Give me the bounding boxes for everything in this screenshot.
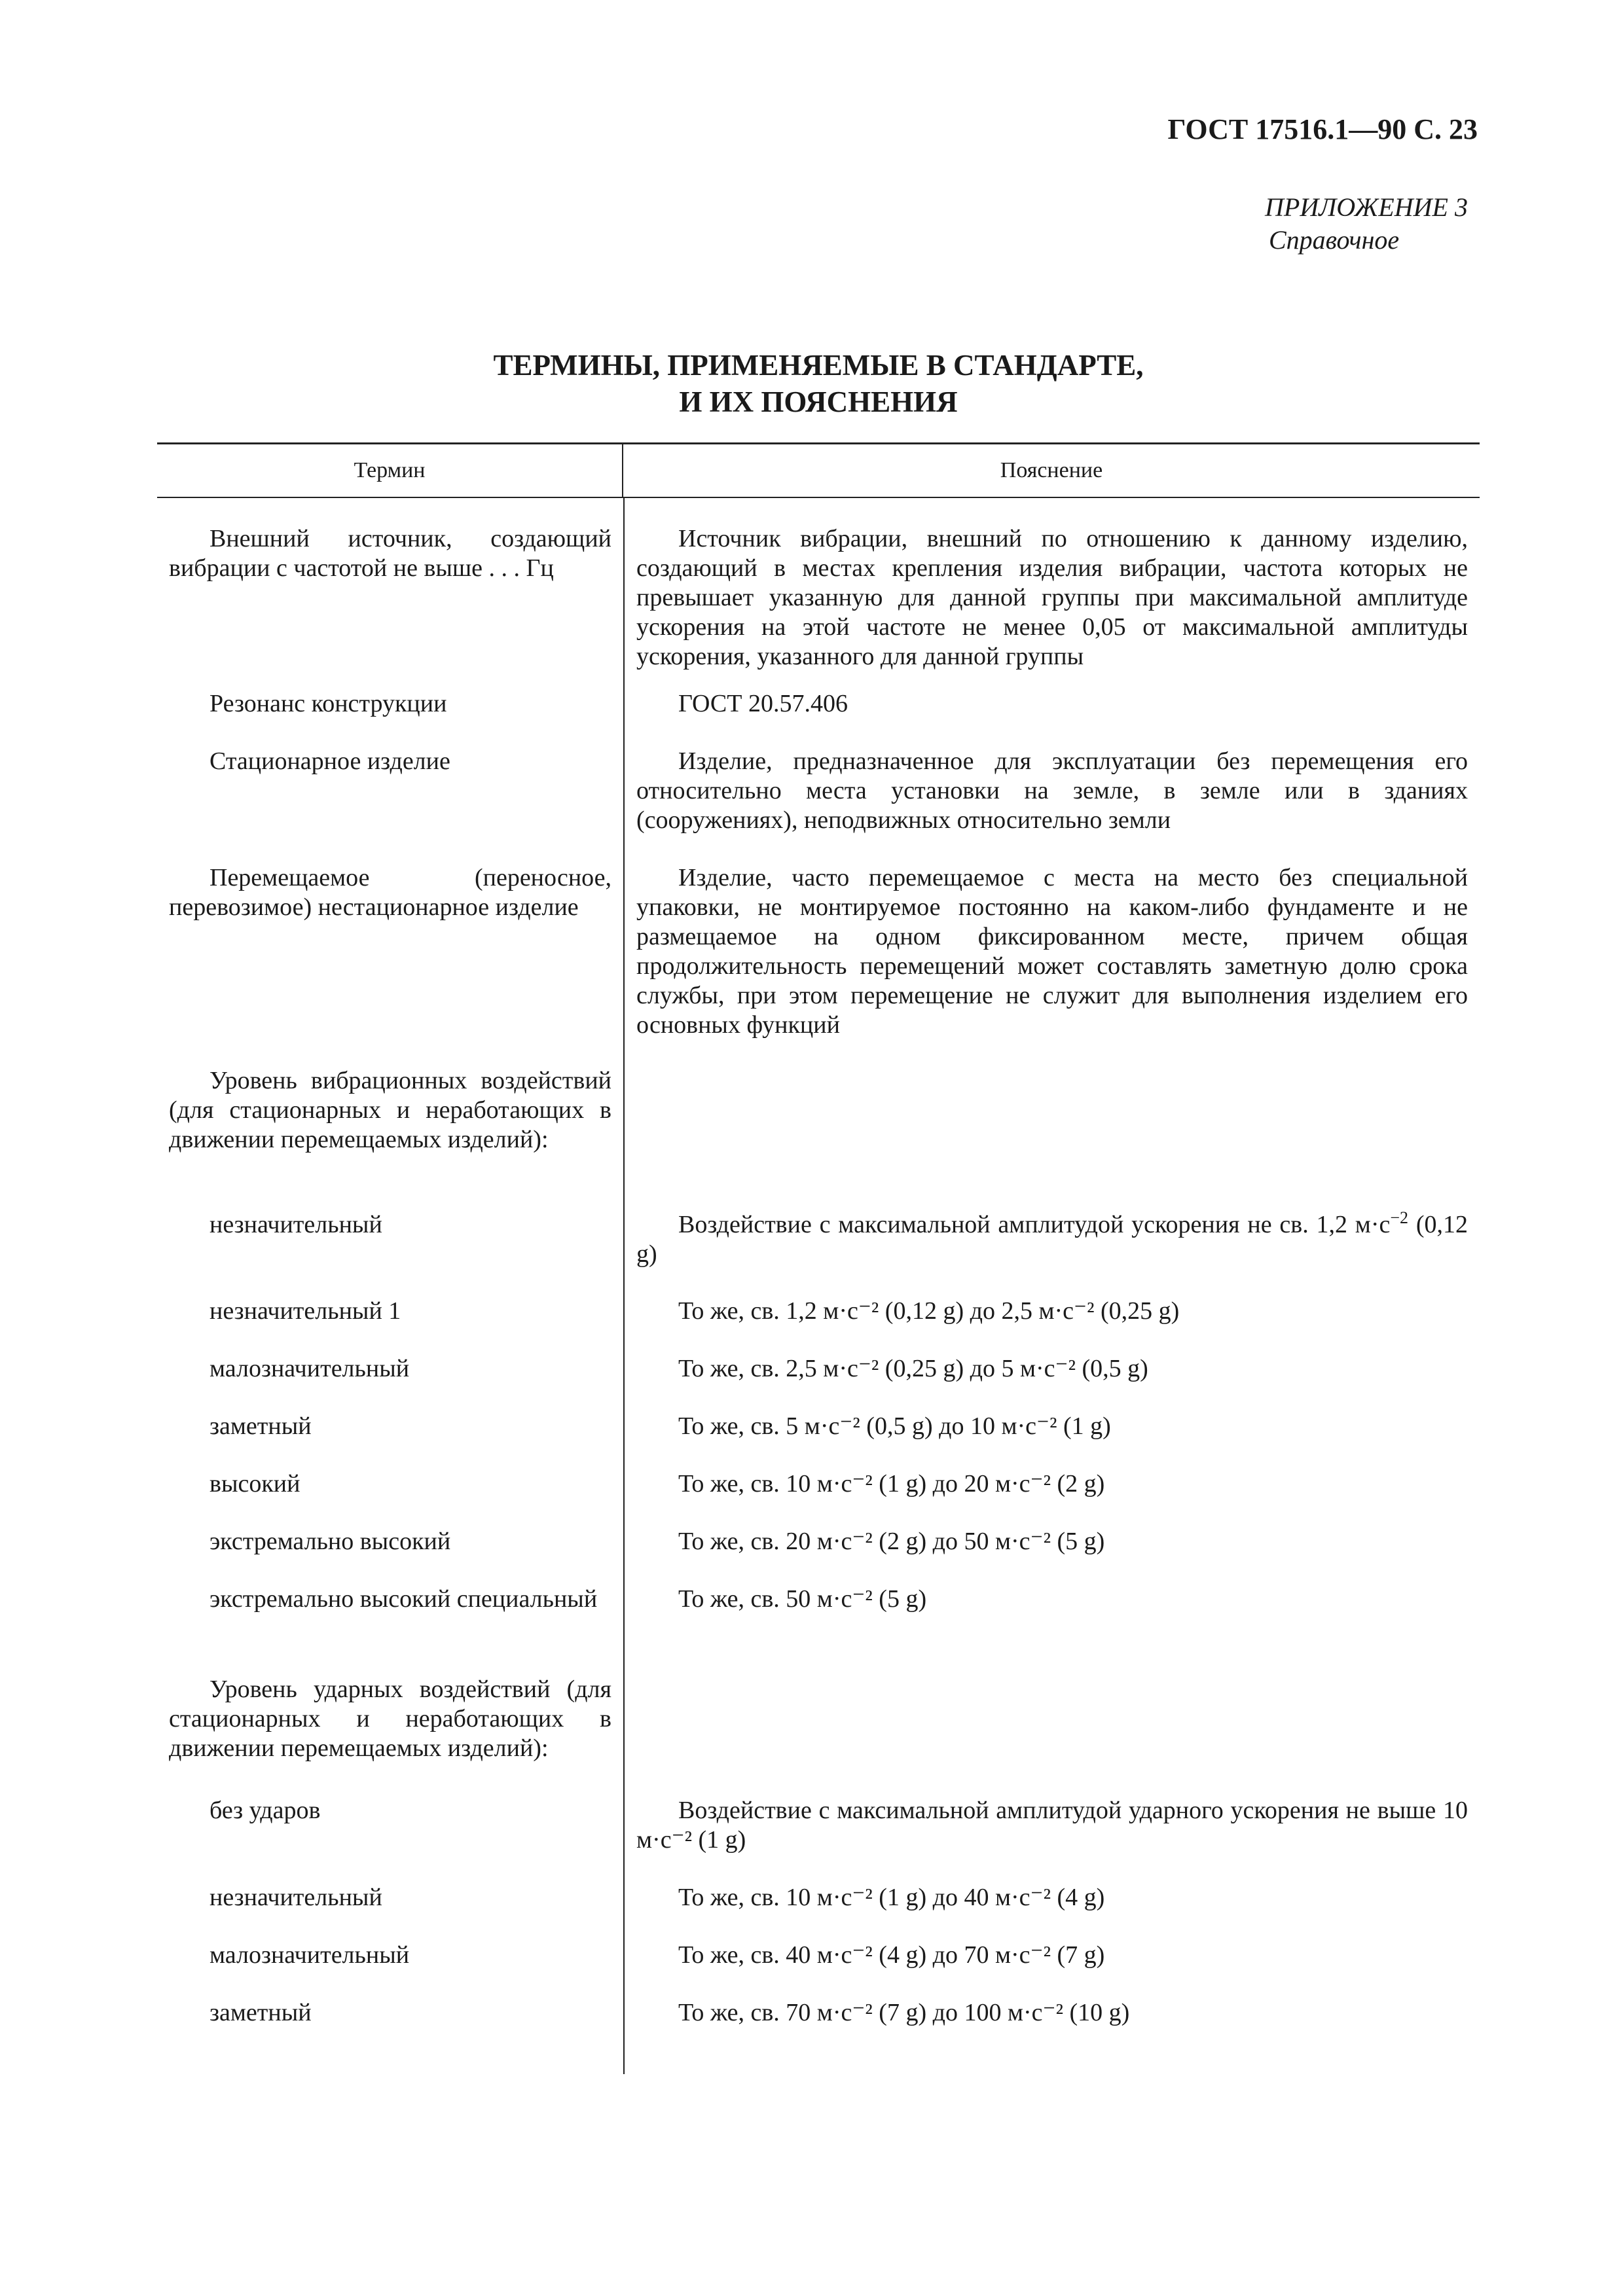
- document-title: [157, 347, 1480, 420]
- table-row-explanation: То же, св. 40 м·с⁻² (4 g) до 70 м·с⁻² (7 g): [678, 1941, 1105, 1969]
- table-row-explanation: Изделие, часто перемещаемое с места на место без специальной упаковки, не монтируемое постоянно на каком-либо фундаменте и не размещаемое на одном фиксированном месте, причем общая продолжительность перемещений может составлять заметную долю срока службы, при этом перемещение не служит для выполнения изделием его основных функций: [636, 864, 1468, 1039]
- table-row-term: заметный: [210, 1999, 312, 2026]
- appendix-label: ПРИЛОЖЕНИЕ 3: [1265, 192, 1468, 222]
- column-header-explanation: Пояснение: [1000, 458, 1103, 482]
- column-header-term: Термин: [157, 444, 623, 497]
- table-row-term: экстремально высокий: [210, 1528, 451, 1555]
- table-row-term: заметный: [210, 1412, 312, 1440]
- page-header: ГОСТ 17516.1—90 С. 23: [1167, 113, 1478, 145]
- table-row-explanation: Изделие, предназначенное для эксплуатации без перемещения его относительно места установки на земле, в земле или в зданиях (сооружениях), неподвижных относительно земли: [636, 747, 1468, 834]
- table-row-term: Внешний источник, создающий вибрации с частотой не выше . . . Гц: [169, 525, 611, 582]
- table-row-term: Перемещаемое (переносное, перевозимое) нестационарное изделие: [169, 864, 611, 921]
- table-row-term: высокий: [210, 1470, 301, 1498]
- table-header: [157, 444, 1480, 498]
- table-row-explanation: Воздействие с максимальной амплитудой ускорения не св. 1,2 $м\cdot с^{-2}$ (0,12 g): [636, 1208, 1468, 1268]
- table-row-explanation: Источник вибрации, внешний по отношению к данному изделию, создающий в местах крепления изделия вибрации, частота которых не превышает указанную для данной группы при максимальной амплитуде ускорения на этой частоте не менее 0,05 от максимальной амплитуды ускорения, указанного для данной группы: [636, 525, 1468, 670]
- table-row-explanation: То же, св. 10 м·с⁻² (1 g) до 40 м·с⁻² (4 g): [678, 1884, 1105, 1911]
- table-row-explanation: То же, св. 5 м·с⁻² (0,5 g) до 10 м·с⁻² (1 g): [678, 1412, 1111, 1440]
- table-row-explanation: Воздействие с максимальной амплитудой ударного ускорения не выше 10 м·с⁻² (1 g): [636, 1797, 1468, 1854]
- table-row-explanation: То же, св. 20 м·с⁻² (2 g) до 50 м·с⁻² (5 g): [678, 1528, 1105, 1555]
- appendix-label-block: [1265, 191, 1468, 257]
- title-line-1: ТЕРМИНЫ, ПРИМЕНЯЕМЫЕ В СТАНДАРТЕ,: [493, 349, 1144, 382]
- table-row-explanation: То же, св. 70 м·с⁻² (7 g) до 100 м·с⁻² (10 g): [678, 1999, 1130, 2026]
- table-row-explanation: То же, св. 1,2 м·с⁻² (0,12 g) до 2,5 м·с⁻² (0,25 g): [678, 1297, 1180, 1325]
- table-row-explanation: То же, св. 2,5 м·с⁻² (0,25 g) до 5 м·с⁻² (0,5 g): [678, 1355, 1148, 1382]
- table-row-term: незначительный: [210, 1211, 382, 1238]
- table-row-explanation: То же, св. 50 м·с⁻² (5 g): [678, 1585, 927, 1613]
- table-row-term: Уровень вибрационных воздействий (для стационарных и неработающих в движении перемещаемых изделий):: [169, 1067, 611, 1153]
- table-row-term: экстремально высокий специальный: [210, 1585, 598, 1613]
- terms-table: [157, 442, 1480, 2026]
- table-row-explanation: То же, св. 10 м·с⁻² (1 g) до 20 м·с⁻² (2 g): [678, 1470, 1105, 1498]
- table-body: [157, 497, 1480, 2081]
- table-row-term: Уровень ударных воздействий (для стационарных и неработающих в движении перемещаемых изделий):: [169, 1676, 611, 1762]
- table-row-term: малозначительный: [210, 1355, 410, 1382]
- title-line-2: И ИХ ПОЯСНЕНИЯ: [679, 386, 958, 418]
- appendix-kind: Справочное: [1269, 225, 1400, 255]
- table-row-term: Резонанс конструкции: [210, 690, 447, 717]
- table-row-term: Стационарное изделие: [210, 747, 450, 775]
- table-row-term: незначительный 1: [210, 1297, 401, 1325]
- table-row-term: незначительный: [210, 1884, 382, 1911]
- table-row-term: без ударов: [210, 1797, 321, 1824]
- table-row-term: малозначительный: [210, 1941, 410, 1969]
- table-row-explanation: ГОСТ 20.57.406: [678, 690, 848, 717]
- column-divider: [623, 497, 625, 2074]
